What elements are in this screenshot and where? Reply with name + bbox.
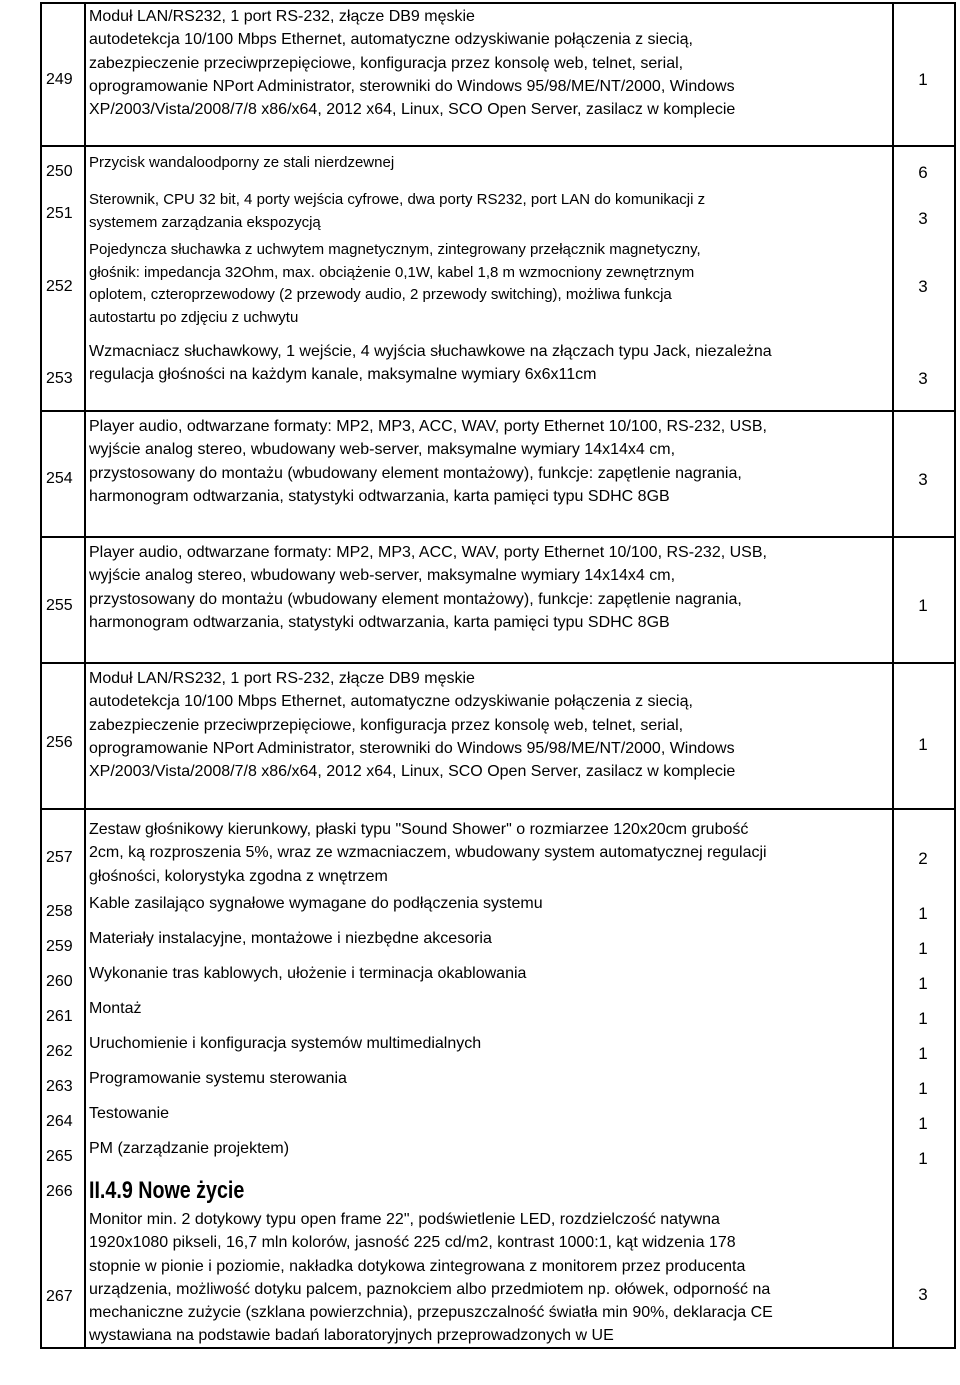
row-number: 264 [46,1113,73,1130]
section-heading: II.4.9 Nowe życie [89,1177,245,1204]
row-divider [40,662,956,664]
row-description: Testowanie [89,1105,170,1122]
row-quantity: 1 [918,1009,928,1028]
row-quantity: 1 [918,904,928,923]
row-number: 262 [46,1043,73,1060]
row-number: 258 [46,903,73,920]
row-quantity: 3 [918,369,928,388]
row-number: 265 [46,1148,73,1165]
row-number: 254 [46,470,73,487]
row-description: Wykonanie tras kablowych, ułożenie i terminacja okablowania [89,965,527,982]
row-number: 255 [46,597,73,614]
table-border-right [954,2,956,1348]
row-quantity: 1 [918,735,928,754]
row-description: Pojedyncza słuchawka z uchwytem magnetycznym, zintegrowany przełącznik magnetyczny, głośnik: impedancja 32Ohm, max. obciążenie 0,1W, kabel 1,8 m wzmocniony zewnętrznym oplotem, czteroprzewodowy (2 przewody audio, 2 przewody switching), możliwa funkcja autostartu po zdjęciu z uchwytu [89,241,701,326]
row-description: Programowanie systemu sterowania [89,1070,347,1087]
row-divider [40,808,956,810]
row-number: 260 [46,973,73,990]
row-description: Zestaw głośnikowy kierunkowy, płaski typu "Sound Shower" o rozmiarzee 120x20cm grubość 2cm, ką rozproszenia 5%, wraz ze wzmacniaczem, wbudowany system automatycznej regulacji głośności, kolorystyka zgodna z wnętrzem [89,821,767,885]
row-quantity: 1 [918,1149,928,1168]
row-quantity: 1 [918,1044,928,1063]
row-description: Moduł LAN/RS232, 1 port RS-232, złącze DB9 męskie autodetekcja 10/100 Mbps Ethernet, automatyczne odzyskiwanie połączenia z siecią, zabezpieczenie przeciwprzepięciowe, konfiguracja przez konsolę web, telnet, serial, oprogramowanie NPort Administrator, sterowniki do Windows 95/98/ME/NT/2000, Windows XP/2003/Vista/2008/7/8 x86/x64, 2012 x64, Linux, SCO Open Server, zasilacz w komplecie [89,8,736,119]
row-divider [40,410,956,412]
row-quantity: 2 [918,849,928,868]
row-number: 259 [46,938,73,955]
row-quantity: 3 [918,470,928,489]
row-quantity: 1 [918,596,928,615]
row-number: 251 [46,205,73,222]
row-number: 257 [46,849,73,866]
row-number: 249 [46,71,73,88]
row-quantity: 1 [918,70,928,89]
row-description: Kable zasilająco sygnałowe wymagane do podłączenia systemu [89,895,543,912]
row-description: Player audio, odtwarzane formaty: MP2, MP3, ACC, WAV, porty Ethernet 10/100, RS-232, USB, wyjście analog stereo, wbudowany web-server, maksymalne wymiary 14x14x4 cm, przystosowany do montażu (wbudowany element montażowy), funkcje: zapętlenie nagrania, harmonogram odtwarzania, statystyki odtwarzania, karta pamięci typu SDHC 8GB [89,418,767,505]
table-border-top [40,2,956,4]
row-description: PM (zarządzanie projektem) [89,1140,290,1157]
row-divider [40,145,956,147]
row-description: Monitor min. 2 dotykowy typu open frame 22", podświetlenie LED, rozdzielczość natywna 1920x1080 pikseli, 16,7 mln kolorów, jasność 225 cd/m2, kontrast 1000:1, kąt widzenia 178 stopnie w pionie i poziomie, nakładka dotykowa zintegrowana z monitorem przez producenta urządzenia, możliwość dotyku palcem, paznokciem albo przedmiotem np. ołówek, odporność na mechaniczne zużycie (szklana powierzchnia), przepuszczalność światła min 90%, deklaracja CE wystawiana na podstawie badań laboratoryjnych przeprowadzonych w UE [89,1211,773,1345]
table-border-num-col [84,2,86,1348]
row-quantity: 6 [918,163,928,182]
row-quantity: 1 [918,974,928,993]
row-divider [40,536,956,538]
row-number: 256 [46,734,73,751]
row-number: 267 [46,1288,73,1305]
row-description: Wzmacniacz słuchawkowy, 1 wejście, 4 wyjścia słuchawkowe na złączach typu Jack, niezależna regulacja głośności na każdym kanale, maksymalne wymiary 6x6x11cm [89,343,772,384]
row-quantity: 3 [918,277,928,296]
row-number: 266 [46,1183,73,1200]
row-number: 261 [46,1008,73,1025]
table-border-left [40,2,42,1348]
row-description: Uruchomienie i konfiguracja systemów multimedialnych [89,1035,482,1052]
row-quantity: 3 [918,209,928,228]
row-quantity: 1 [918,939,928,958]
row-quantity: 1 [918,1114,928,1133]
row-quantity: 3 [918,1285,928,1304]
table-border-desc-col [892,2,894,1348]
row-description: Moduł LAN/RS232, 1 port RS-232, złącze DB9 męskie autodetekcja 10/100 Mbps Ethernet, automatyczne odzyskiwanie połączenia z siecią, zabezpieczenie przeciwprzepięciowe, konfiguracja przez konsolę web, telnet, serial, oprogramowanie NPort Administrator, sterowniki do Windows 95/98/ME/NT/2000, Windows XP/2003/Vista/2008/7/8 x86/x64, 2012 x64, Linux, SCO Open Server, zasilacz w komplecie [89,670,736,781]
row-number: 263 [46,1078,73,1095]
row-description: Przycisk wandaloodporny ze stali nierdzewnej [89,154,395,171]
row-description: Materiały instalacyjne, montażowe i niezbędne akcesoria [89,930,492,947]
row-description: Player audio, odtwarzane formaty: MP2, MP3, ACC, WAV, porty Ethernet 10/100, RS-232, USB, wyjście analog stereo, wbudowany web-server, maksymalne wymiary 14x14x4 cm, przystosowany do montażu (wbudowany element montażowy), funkcje: zapętlenie nagrania, harmonogram odtwarzania, statystyki odtwarzania, karta pamięci typu SDHC 8GB [89,544,767,631]
row-description: Montaż [89,1000,142,1017]
row-number: 252 [46,278,73,295]
row-quantity: 1 [918,1079,928,1098]
row-number: 253 [46,370,73,387]
row-description: Sterownik, CPU 32 bit, 4 porty wejścia cyfrowe, dwa porty RS232, port LAN do komunikacji z systemem zarządzania ekspozycją [89,191,706,231]
row-number: 250 [46,163,73,180]
